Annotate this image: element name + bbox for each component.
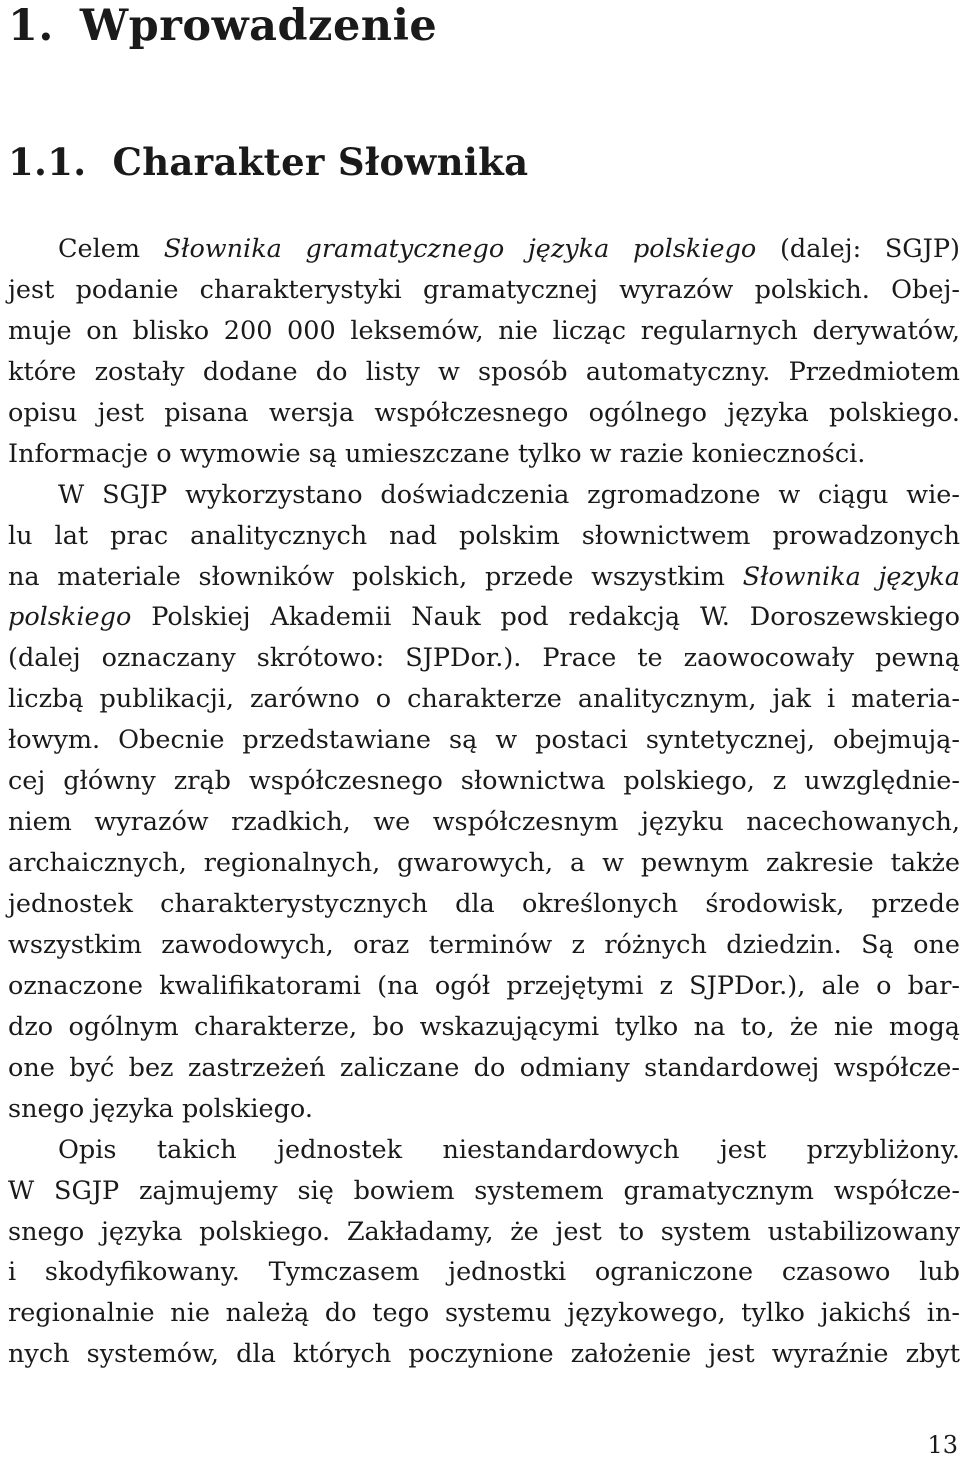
text-line: nych systemów, dla których poczynione założenie jest wyraźnie zbyt xyxy=(8,1339,960,1370)
text-line: które zostały dodane do listy w sposób automatyczny. Przedmiotem xyxy=(8,356,960,387)
italic-title: polskiego xyxy=(8,602,132,633)
text-line: opisu jest pisana wersja współczesnego ogólnego języka polskiego. xyxy=(8,397,960,428)
text-line: W SGJP wykorzystano doświadczenia zgromadzone w ciągu wie- xyxy=(58,479,960,510)
page-number: 13 xyxy=(927,1431,958,1459)
text-line: archaicznych, regionalnych, gwarowych, a w pewnym zakresie także xyxy=(8,848,960,879)
text-line: polskiego Polskiej Akademii Nauk pod redakcją W. Doroszewskiego xyxy=(8,602,960,633)
chapter-title: Wprowadzenie xyxy=(79,1,438,51)
text-line: lu lat prac analitycznych nad polskim słownictwem prowadzonych xyxy=(8,520,960,551)
text-line: muje on blisko 200 000 leksemów, nie licząc regularnych derywatów, xyxy=(8,315,960,346)
paragraph xyxy=(8,1130,960,1376)
chapter-number: 1. xyxy=(8,1,54,51)
chapter-heading xyxy=(8,2,437,50)
text-line: na materiale słowników polskich, przede wszystkim Słownika języka xyxy=(8,561,960,592)
text-line: oznaczone kwalifikatorami (na ogół przejętymi z SJPDor.), ale o bar- xyxy=(8,970,960,1001)
text-line: Opis takich jednostek niestandardowych jest przybliżony. xyxy=(58,1134,960,1165)
section-number: 1.1. xyxy=(8,140,87,184)
text-line: snego języka polskiego. xyxy=(8,1093,313,1124)
section-heading xyxy=(8,140,528,184)
text-line: jest podanie charakterystyki gramatycznej wyrazów polskich. Obej- xyxy=(8,274,960,305)
italic-title: Słownika gramatycznego języka polskiego xyxy=(163,234,757,264)
text-line: Celem Słownika gramatycznego języka polskiego (dalej: SGJP) xyxy=(58,234,960,264)
paragraph xyxy=(8,229,960,475)
text-line: jednostek charakterystycznych dla określonych środowisk, przede xyxy=(8,889,960,919)
italic-title: Słownika języka xyxy=(742,561,960,592)
paragraph xyxy=(8,475,960,1130)
text-line: (dalej oznaczany skrótowo: SJPDor.). Prace te zaowocowały pewną xyxy=(8,643,960,674)
text-line: snego języka polskiego. Zakładamy, że jest to system ustabilizowany xyxy=(8,1216,960,1247)
text-line: łowym. Obecnie przedstawiane są w postaci syntetycznej, obejmują- xyxy=(8,725,960,756)
text-line: cej główny zrąb współczesnego słownictwa polskiego, z uwzględnie- xyxy=(8,766,960,797)
text-line: niem wyrazów rzadkich, we współczesnym języku nacechowanych, xyxy=(8,807,960,838)
text-line: one być bez zastrzeżeń zaliczane do odmiany standardowej współcze- xyxy=(8,1052,960,1083)
body-text xyxy=(8,229,960,1375)
text-line: W SGJP zajmujemy się bowiem systemem gramatycznym współcze- xyxy=(8,1175,960,1206)
text-line: wszystkim zawodowych, oraz terminów z różnych dziedzin. Są one xyxy=(8,929,960,960)
text-line: liczbą publikacji, zarówno o charakterze analitycznym, jak i materia- xyxy=(8,684,960,715)
text-line: regionalnie nie należą do tego systemu językowego, tylko jakichś in- xyxy=(8,1298,960,1329)
text-line: i skodyfikowany. Tymczasem jednostki ograniczone czasowo lub xyxy=(8,1257,960,1288)
text-line: dzo ogólnym charakterze, bo wskazującymi tylko na to, że nie mogą xyxy=(8,1011,960,1042)
section-title: Charakter Słownika xyxy=(112,140,529,184)
text-line: Informacje o wymowie są umieszczane tylko w razie konieczności. xyxy=(8,438,866,469)
